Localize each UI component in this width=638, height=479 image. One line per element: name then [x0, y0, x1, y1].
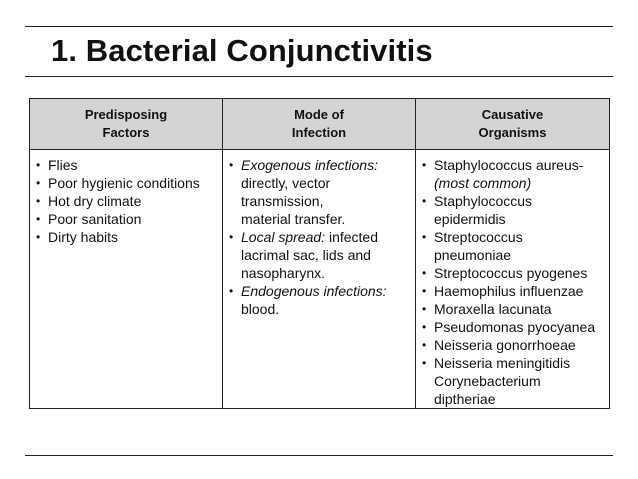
list-item — [229, 156, 415, 174]
list-item-continuation: material transfer. — [241, 211, 346, 227]
list-item — [229, 228, 415, 246]
list-item: • Staphylococcus aureus- — [422, 156, 609, 174]
list-item: • Hot dry climate — [36, 192, 222, 210]
exogenous-label: Exogenous infections: — [241, 157, 378, 173]
conjunctivitis-table — [29, 98, 610, 409]
header-causative-organisms: Causative Organisms — [416, 99, 610, 150]
bottom-divider — [25, 455, 613, 456]
cell-mode-of-infection — [223, 150, 416, 409]
list-item-continuation: epidermidis — [434, 211, 506, 227]
table-header-row — [30, 99, 610, 150]
list-item: • Streptococcus pyogenes — [422, 264, 609, 282]
list-item-continuation: Corynebacterium — [434, 373, 541, 389]
list-item-continuation: nasopharynx. — [241, 265, 326, 281]
title-divider — [25, 76, 613, 77]
list-item: • Flies — [36, 156, 222, 174]
cell-predisposing-factors — [30, 150, 223, 409]
causative-organisms-list — [416, 156, 609, 408]
list-item-continuation: pneumoniae — [434, 247, 512, 263]
list-item: • Neisseria gonorrhoeae — [422, 336, 609, 354]
list-item-continuation: transmission, — [241, 193, 324, 209]
list-item: • Dirty habits — [36, 228, 222, 246]
top-divider — [25, 26, 613, 27]
list-item — [229, 282, 415, 300]
cell-causative-organisms — [416, 150, 610, 409]
list-item: • Haemophilus influenzae — [422, 282, 609, 300]
most-common-note: (most common) — [434, 175, 532, 191]
list-item-continuation — [422, 174, 609, 192]
list-item: • Pseudomonas pyocyanea — [422, 318, 609, 336]
local-spread-label: Local spread: — [241, 229, 326, 245]
predisposing-factors-list — [30, 156, 222, 246]
list-item: • Poor hygienic conditions — [36, 174, 222, 192]
list-item: • Neisseria meningitidis — [422, 354, 609, 372]
mode-of-infection-list — [223, 156, 415, 318]
list-item: • Streptococcus — [422, 228, 609, 246]
list-item-continuation: diptheriae — [434, 391, 496, 407]
list-item-continuation: directly, vector — [241, 175, 331, 191]
header-predisposing-factors: Predisposing Factors — [30, 99, 223, 150]
endogenous-label: Endogenous infections: — [241, 283, 387, 299]
list-item: • Poor sanitation — [36, 210, 222, 228]
local-spread-text: infected — [328, 229, 378, 245]
table-body-row — [30, 150, 610, 409]
list-item: • Staphylococcus — [422, 192, 609, 210]
slide-title: 1. Bacterial Conjunctivitis — [51, 33, 433, 68]
list-item-continuation: blood. — [241, 301, 280, 317]
header-mode-of-infection: Mode of Infection — [223, 99, 416, 150]
list-item-continuation: lacrimal sac, lids and — [241, 247, 371, 263]
list-item: • Moraxella lacunata — [422, 300, 609, 318]
